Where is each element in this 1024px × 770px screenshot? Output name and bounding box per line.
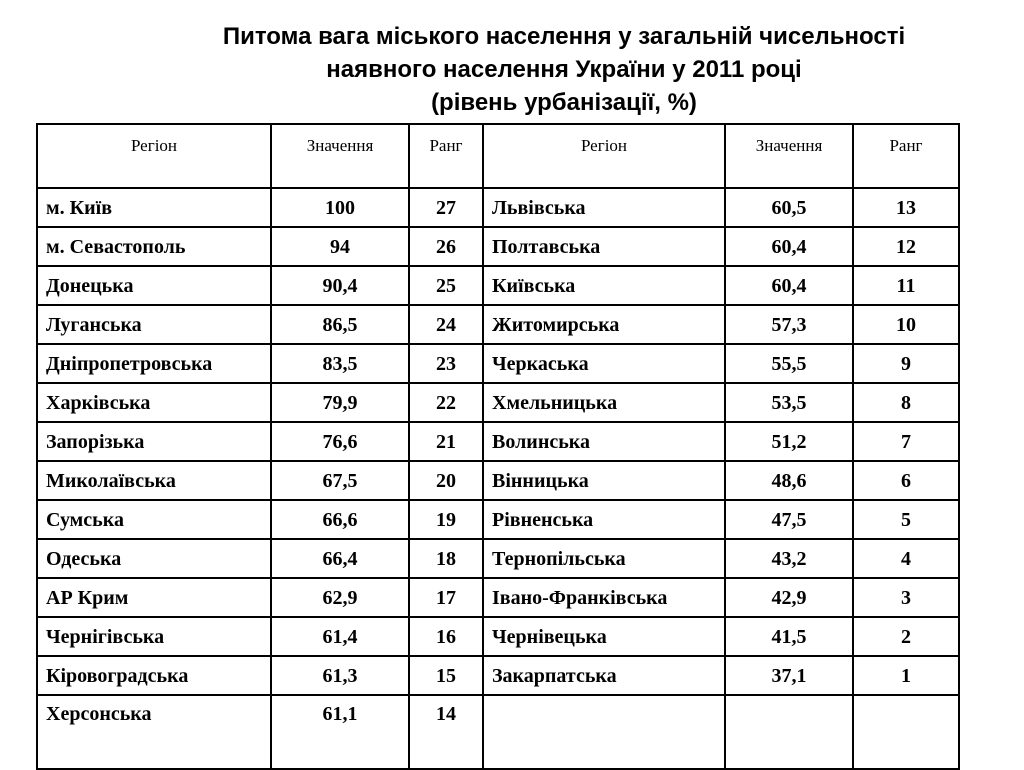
rank-cell: 12 xyxy=(853,227,959,266)
region-cell: Полтавська xyxy=(483,227,725,266)
rank-cell: 17 xyxy=(409,578,483,617)
table-row xyxy=(37,617,959,656)
region-cell: Тернопільська xyxy=(483,539,725,578)
value-cell: 62,9 xyxy=(271,578,409,617)
rank-cell xyxy=(853,695,959,769)
region-cell: Житомирська xyxy=(483,305,725,344)
value-cell: 60,4 xyxy=(725,266,853,305)
value-cell: 57,3 xyxy=(725,305,853,344)
rank-cell: 22 xyxy=(409,383,483,422)
value-cell: 51,2 xyxy=(725,422,853,461)
table-row xyxy=(37,266,959,305)
region-cell: Вінницька xyxy=(483,461,725,500)
region-cell: Чернівецька xyxy=(483,617,725,656)
region-cell: Миколаївська xyxy=(37,461,271,500)
rank-cell: 5 xyxy=(853,500,959,539)
table-row xyxy=(37,227,959,266)
value-cell: 60,4 xyxy=(725,227,853,266)
table-row xyxy=(37,539,959,578)
region-cell: м. Севастополь xyxy=(37,227,271,266)
region-cell: Івано-Франківська xyxy=(483,578,725,617)
value-cell: 48,6 xyxy=(725,461,853,500)
table-row xyxy=(37,500,959,539)
rank-cell: 3 xyxy=(853,578,959,617)
region-cell: Київська xyxy=(483,266,725,305)
header-region-right: Регіон xyxy=(483,124,725,188)
region-cell: Луганська xyxy=(37,305,271,344)
region-cell: Харківська xyxy=(37,383,271,422)
rank-cell: 15 xyxy=(409,656,483,695)
rank-cell: 19 xyxy=(409,500,483,539)
title-line-2: наявного населення України у 2011 році xyxy=(326,56,802,83)
value-cell: 76,6 xyxy=(271,422,409,461)
rank-cell: 1 xyxy=(853,656,959,695)
rank-cell: 26 xyxy=(409,227,483,266)
rank-cell: 16 xyxy=(409,617,483,656)
value-cell: 86,5 xyxy=(271,305,409,344)
rank-cell: 20 xyxy=(409,461,483,500)
region-cell: Запорізька xyxy=(37,422,271,461)
value-cell: 42,9 xyxy=(725,578,853,617)
value-cell: 67,5 xyxy=(271,461,409,500)
region-cell: Хмельницька xyxy=(483,383,725,422)
value-cell: 66,4 xyxy=(271,539,409,578)
value-cell: 66,6 xyxy=(271,500,409,539)
region-cell: Кіровоградська xyxy=(37,656,271,695)
table-row xyxy=(37,305,959,344)
value-cell: 61,4 xyxy=(271,617,409,656)
value-cell: 43,2 xyxy=(725,539,853,578)
region-cell xyxy=(483,695,725,769)
region-cell: Чернігівська xyxy=(37,617,271,656)
value-cell: 53,5 xyxy=(725,383,853,422)
table-row xyxy=(37,383,959,422)
rank-cell: 18 xyxy=(409,539,483,578)
table-row xyxy=(37,344,959,383)
region-cell: Рівненська xyxy=(483,500,725,539)
table-header-row xyxy=(37,124,959,188)
rank-cell: 14 xyxy=(409,695,483,769)
value-cell: 47,5 xyxy=(725,500,853,539)
rank-cell: 11 xyxy=(853,266,959,305)
urbanization-table xyxy=(36,123,960,770)
region-cell: м. Київ xyxy=(37,188,271,227)
region-cell: Закарпатська xyxy=(483,656,725,695)
value-cell: 90,4 xyxy=(271,266,409,305)
rank-cell: 23 xyxy=(409,344,483,383)
value-cell: 37,1 xyxy=(725,656,853,695)
region-cell: Львівська xyxy=(483,188,725,227)
value-cell: 79,9 xyxy=(271,383,409,422)
value-cell: 100 xyxy=(271,188,409,227)
rank-cell: 24 xyxy=(409,305,483,344)
header-rank-right: Ранг xyxy=(853,124,959,188)
value-cell: 83,5 xyxy=(271,344,409,383)
region-cell: АР Крим xyxy=(37,578,271,617)
value-cell: 55,5 xyxy=(725,344,853,383)
rank-cell: 27 xyxy=(409,188,483,227)
header-value-left: Значення xyxy=(271,124,409,188)
rank-cell: 7 xyxy=(853,422,959,461)
rank-cell: 6 xyxy=(853,461,959,500)
rank-cell: 25 xyxy=(409,266,483,305)
value-cell: 61,3 xyxy=(271,656,409,695)
region-cell: Дніпропетровська xyxy=(37,344,271,383)
region-cell: Волинська xyxy=(483,422,725,461)
rank-cell: 4 xyxy=(853,539,959,578)
region-cell: Одеська xyxy=(37,539,271,578)
region-cell: Сумська xyxy=(37,500,271,539)
rank-cell: 13 xyxy=(853,188,959,227)
value-cell: 41,5 xyxy=(725,617,853,656)
table-row xyxy=(37,695,959,769)
rank-cell: 9 xyxy=(853,344,959,383)
region-cell: Черкаська xyxy=(483,344,725,383)
value-cell: 61,1 xyxy=(271,695,409,769)
region-cell: Херсонська xyxy=(37,695,271,769)
region-cell: Донецька xyxy=(37,266,271,305)
table-row xyxy=(37,461,959,500)
title-line-1: Питома вага міського населення у загальній чисельності xyxy=(222,23,906,50)
rank-cell: 21 xyxy=(409,422,483,461)
header-region-left: Регіон xyxy=(37,124,271,188)
page-title xyxy=(100,20,1024,119)
value-cell: 94 xyxy=(271,227,409,266)
value-cell xyxy=(725,695,853,769)
header-rank-left: Ранг xyxy=(409,124,483,188)
header-value-right: Значення xyxy=(725,124,853,188)
title-line-3: (рівень урбанізації, %) xyxy=(431,89,697,116)
rank-cell: 10 xyxy=(853,305,959,344)
rank-cell: 2 xyxy=(853,617,959,656)
table-row xyxy=(37,188,959,227)
table-row xyxy=(37,422,959,461)
table-row xyxy=(37,656,959,695)
value-cell: 60,5 xyxy=(725,188,853,227)
table-row xyxy=(37,578,959,617)
rank-cell: 8 xyxy=(853,383,959,422)
